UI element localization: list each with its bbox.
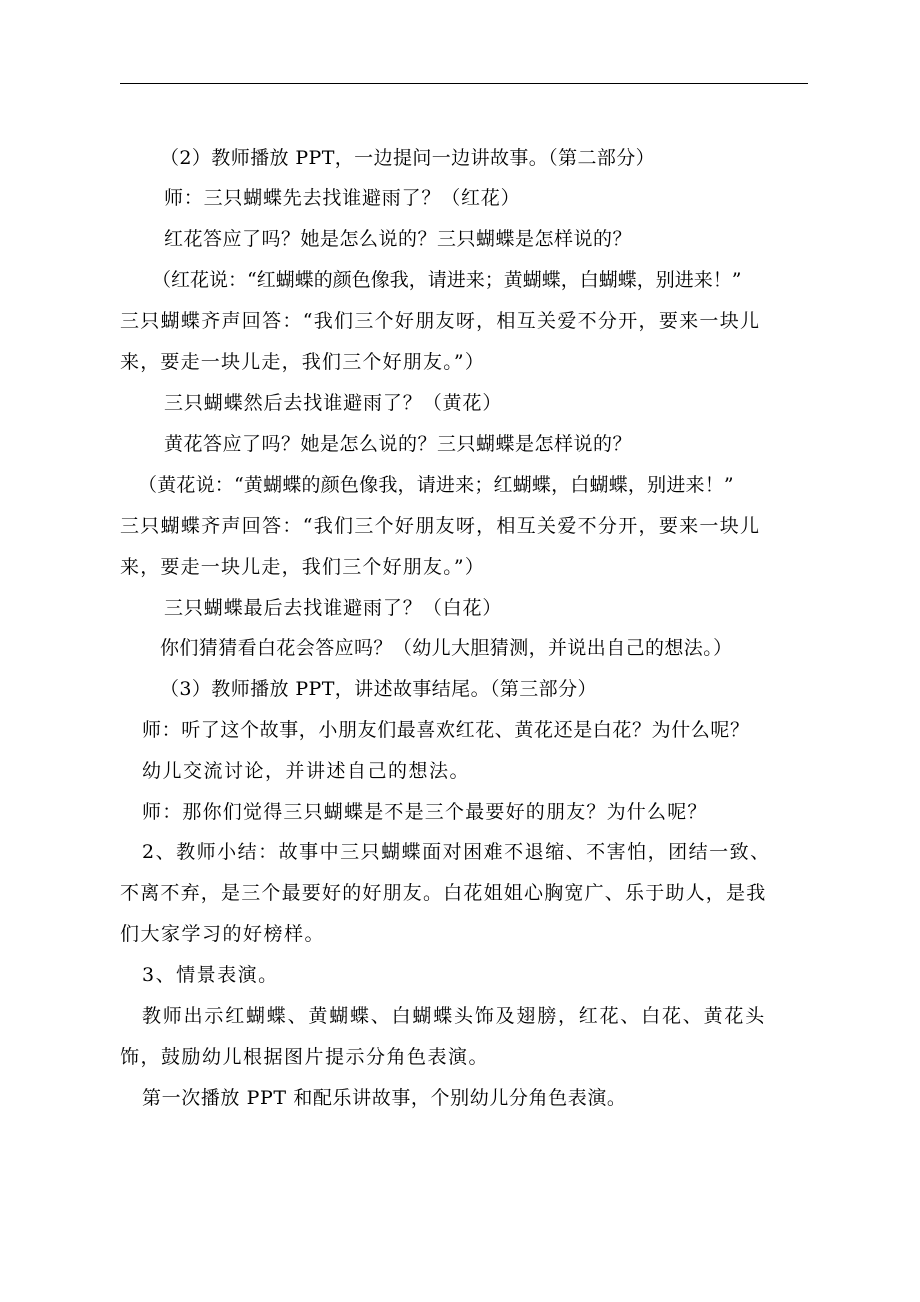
doc-line: 们大家学习的好榜样。 — [120, 923, 326, 945]
doc-line: 2、教师小结：故事中三只蝴蝶面对困难不退缩、不害怕，团结一致、 — [142, 841, 771, 863]
doc-line: 第一次播放 PPT 和配乐讲故事，个别幼儿分角色表演。 — [142, 1087, 627, 1109]
doc-line: 三只蝴蝶然后去找谁避雨了？（黄花） — [164, 392, 503, 414]
doc-line: 三只蝴蝶齐声回答：“我们三个好朋友呀，相互关爱不分开，要来一块儿 — [120, 515, 761, 537]
doc-line: 师：听了这个故事，小朋友们最喜欢红花、黄花还是白花？为什么呢？ — [142, 719, 750, 741]
doc-line: 师：那你们觉得三只蝴蝶是不是三个最要好的朋友？为什么呢？ — [142, 801, 708, 823]
doc-line: 师：三只蝴蝶先去找谁避雨了？（红花） — [164, 187, 521, 209]
doc-line: 红花答应了吗？她是怎么说的？三只蝴蝶是怎样说的？ — [164, 228, 633, 250]
doc-line: 不离不弃，是三个最要好的好朋友。白花姐姐心胸宽广、乐于助人，是我 — [120, 882, 767, 904]
doc-line: 3、情景表演。 — [142, 964, 279, 986]
doc-line: 幼儿交流讨论，并讲述自己的想法。 — [142, 760, 471, 782]
header-rule — [120, 83, 808, 84]
doc-line: 饰，鼓励幼儿根据图片提示分角色表演。 — [120, 1046, 490, 1068]
doc-line: 来，要走一块儿走，我们三个好朋友。”） — [120, 351, 486, 373]
doc-line: （红花说：“红蝴蝶的颜色像我，请进来；黄蝴蝶，白蝴蝶，别进来！” — [152, 269, 742, 291]
doc-line: 黄花答应了吗？她是怎么说的？三只蝴蝶是怎样说的？ — [164, 433, 633, 455]
doc-line: （黄花说：“黄蝴蝶的颜色像我，请进来；红蝴蝶，白蝴蝶，别进来！” — [138, 474, 734, 496]
doc-line: （2）教师播放 PPT，一边提问一边讲故事。（第二部分） — [160, 147, 656, 169]
doc-line: 三只蝴蝶最后去找谁避雨了？（白花） — [164, 597, 503, 619]
doc-line: 教师出示红蝴蝶、黄蝴蝶、白蝴蝶头饰及翅膀，红花、白花、黄花头 — [142, 1005, 767, 1027]
doc-line: 你们猜猜看白花会答应吗？（幼儿大胆猜测，并说出自己的想法。） — [160, 637, 733, 659]
doc-line: 三只蝴蝶齐声回答：“我们三个好朋友呀，相互关爱不分开，要来一块儿 — [120, 310, 761, 332]
doc-line: 来，要走一块儿走，我们三个好朋友。”） — [120, 556, 486, 578]
doc-line: （3）教师播放 PPT，讲述故事结尾。（第三部分） — [160, 678, 597, 700]
